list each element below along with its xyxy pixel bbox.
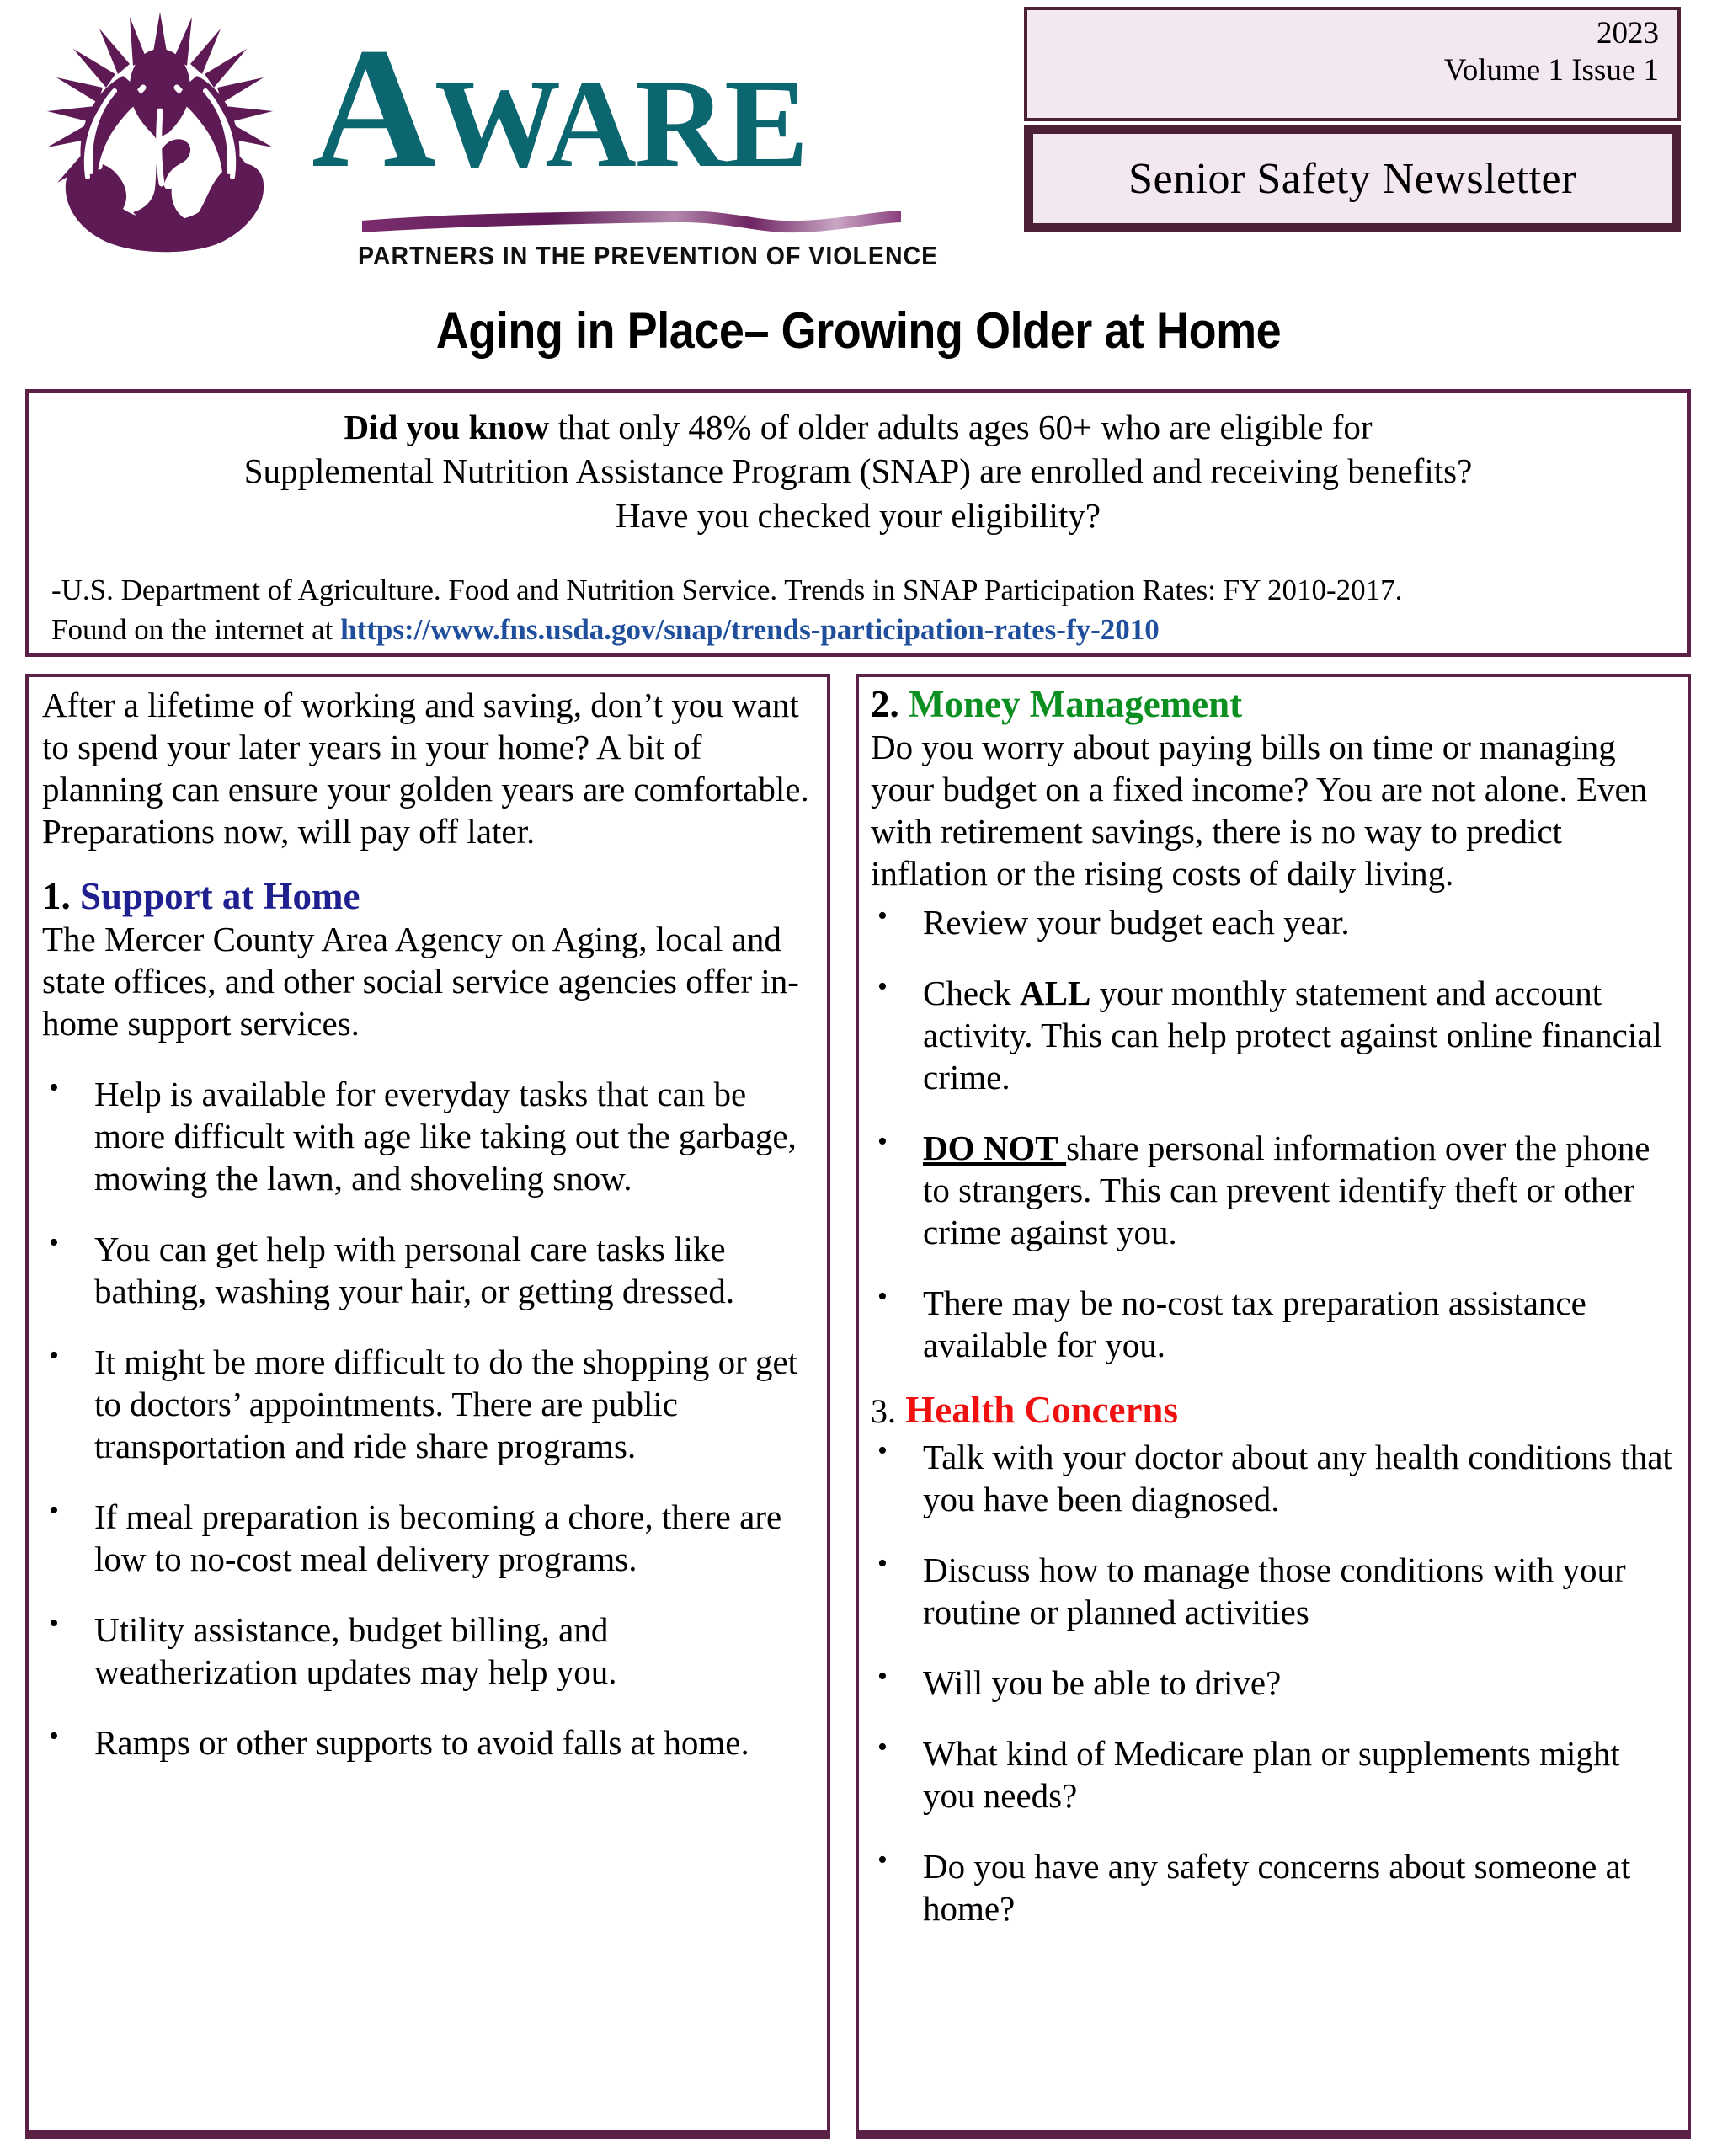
bullet-underline-do-not: DO NOT [923, 1128, 1067, 1167]
section-heading-health-concerns [871, 1390, 1676, 1432]
callout-source-prefix: Found on the internet at [51, 612, 341, 646]
left-column [25, 674, 830, 2139]
callout-source [51, 571, 1665, 649]
aware-wordmark [312, 13, 808, 204]
issue-info-box [1024, 7, 1681, 121]
newsletter-title-box [1024, 125, 1681, 232]
list-item: • Discuss how to manage those conditions with your routine or planned activities [871, 1549, 1676, 1633]
section-3-name: Health Concerns [905, 1388, 1178, 1431]
callout-lead-rest: that only 48% of older adults ages 60+ who are eligible for [549, 408, 1373, 446]
newsletter-title: Senior Safety Newsletter [1128, 154, 1576, 203]
masthead [0, 0, 1717, 278]
money-management-bullet-list [871, 901, 1676, 1366]
bullet-pre: Check [923, 973, 1020, 1012]
aware-letter-a: A [312, 13, 435, 204]
callout-source-citation: -U.S. Department of Agriculture. Food and Nutrition Service. Trends in SNAP Participation Rates: FY 2010-2017. [51, 574, 1403, 607]
callout-lead-bold: Did you know [344, 408, 550, 446]
list-item: • It might be more difficult to do the shopping or get to doctors’ appointments. There are public transportation and ride share programs. [42, 1341, 812, 1467]
section-3-number: 3. [871, 1391, 896, 1430]
section-2-number: 2. [871, 683, 899, 725]
list-item: • Help is available for everyday tasks that can be more difficult with age like taking out the garbage, mowing the lawn, and shoveling snow. [42, 1073, 812, 1199]
list-item: • Do you have any safety concerns about someone at home? [871, 1845, 1676, 1929]
bullet-post: your monthly statement and account activity. This can help protect against online financial crime. [923, 973, 1662, 1097]
list-item: • Ramps or other supports to avoid falls at home. [42, 1721, 812, 1764]
section-heading-support-at-home [42, 876, 812, 918]
list-item: • Talk with your doctor about any health conditions that you have been diagnosed. [871, 1436, 1676, 1520]
list-item: • If meal preparation is becoming a chore, there are low to no-cost meal delivery programs. [42, 1496, 812, 1580]
phoenix-emblem-icon [42, 10, 278, 263]
did-you-know-callout [25, 389, 1691, 657]
issue-year: 2023 [1597, 16, 1659, 51]
list-item [871, 1127, 1676, 1253]
bullet-bold-all: ALL [1020, 973, 1091, 1012]
issue-volume: Volume 1 Issue 1 [1443, 52, 1659, 88]
callout-line-2: Supplemental Nutrition Assistance Program (SNAP) are enrolled and receiving benefits? [243, 451, 1473, 491]
section-1-intro: The Mercer County Area Agency on Aging, local and state offices, and other social service agencies offer in-home support services. [42, 919, 799, 1043]
support-at-home-bullet-list [42, 1073, 812, 1764]
logo-tagline: PARTNERS IN THE PREVENTION OF VIOLENCE [358, 241, 939, 270]
left-intro-paragraph: After a lifetime of working and saving, don’t you want to spend your later years in your home? A bit of planning can ensure your golden years are comfortable. Preparations now, will pay off later. [42, 686, 809, 851]
list-item: • Will you be able to drive? [871, 1662, 1676, 1704]
callout-statement [51, 405, 1665, 537]
list-item [871, 972, 1676, 1098]
health-concerns-bullet-list [871, 1436, 1676, 1929]
section-heading-money-management [871, 684, 1676, 726]
source-url-link[interactable]: https://www.fns.usda.gov/snap/trends-participation-rates-fy-2010 [340, 612, 1160, 646]
right-column [856, 674, 1691, 2139]
list-item: • You can get help with personal care tasks like bathing, washing your hair, or getting dressed. [42, 1228, 812, 1312]
aware-logo [34, 7, 939, 270]
bullet-post: share personal information over the phone to strangers. This can prevent identify theft or other crime against you. [923, 1128, 1650, 1251]
section-2-intro: Do you worry about paying bills on time or managing your budget on a fixed income? You are not alone. Even with retirement savings, there is no way to predict inflation or the rising costs of daily living. [871, 727, 1648, 893]
callout-line-3: Have you checked your eligibility? [615, 495, 1101, 535]
aware-letters-rest: WARE [435, 54, 808, 194]
ribbon-divider-icon [362, 209, 901, 234]
list-item: • What kind of Medicare plan or supplements might you needs? [871, 1732, 1676, 1817]
section-1-name: Support at Home [80, 875, 360, 918]
page-title: Aging in Place– Growing Older at Home [435, 302, 1282, 359]
list-item: • There may be no-cost tax preparation assistance available for you. [871, 1282, 1676, 1366]
section-1-number: 1. [42, 875, 71, 918]
list-item: • Review your budget each year. [871, 901, 1676, 943]
section-2-name: Money Management [909, 683, 1243, 725]
list-item: • Utility assistance, budget billing, and weatherization updates may help you. [42, 1609, 812, 1693]
